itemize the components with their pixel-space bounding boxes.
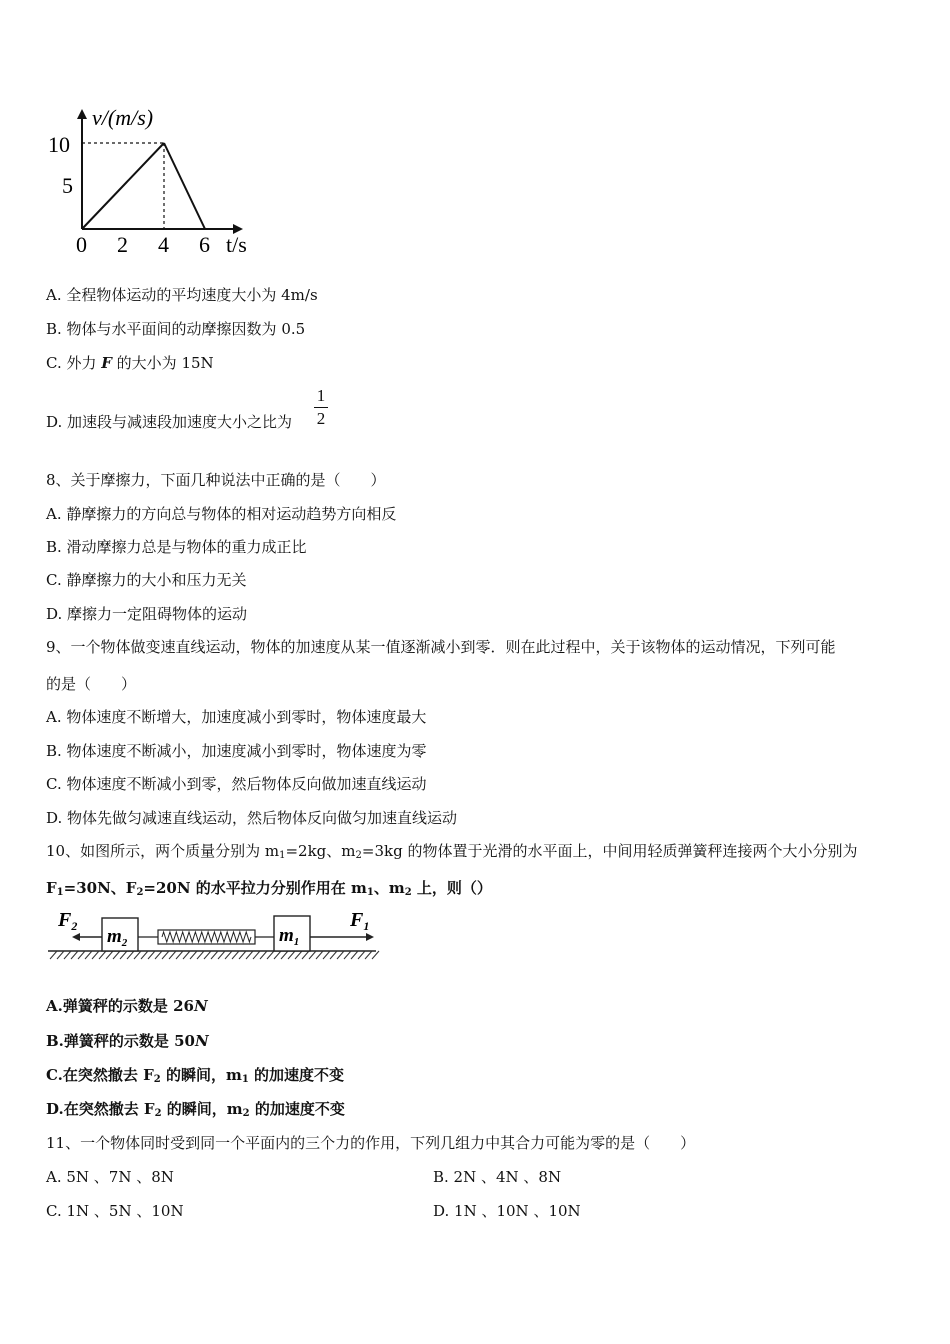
y-tick-5: 5 bbox=[62, 173, 73, 198]
q7-option-d: D. 加速段与减速段加速度大小之比为 bbox=[46, 413, 293, 431]
ground-hatch-line bbox=[365, 951, 372, 959]
q10-c-c: 的加速度不变 bbox=[248, 1066, 345, 1084]
ground-hatch-line bbox=[197, 951, 204, 959]
ground-hatch-line bbox=[225, 951, 232, 959]
q8-stem: 8、关于摩擦力，下面几种说法中正确的是（ ） bbox=[46, 471, 386, 489]
q10-d-c: 的加速度不变 bbox=[249, 1100, 345, 1118]
q9-option-b: B. 物体速度不断减小，加速度减小到零时，物体速度为零 bbox=[46, 742, 427, 760]
x-tick-2: 2 bbox=[117, 232, 128, 257]
q10-a-pre: A.弹簧秤的示数是 26 bbox=[46, 997, 194, 1015]
q10-l1-c: =3kg 的物体置于光滑的水平面上，中间用轻质弹簧秤连接两个大小分别为 bbox=[361, 842, 858, 860]
q8-option-b: B. 滑动摩擦力总是与物体的重力成正比 bbox=[46, 538, 307, 556]
fraction-one-half bbox=[314, 386, 328, 429]
q11-option-b: B. 2N 、4N 、8N bbox=[433, 1168, 562, 1186]
velocity-segment bbox=[164, 143, 205, 229]
q7-option-c-var: F bbox=[101, 354, 112, 372]
q9-stem-line1: 9、一个物体做变速直线运动，物体的加速度从某一值逐渐减小到零．则在此过程中，关于该物体的运动情况，下列可能 bbox=[46, 638, 836, 656]
ground-hatch-line bbox=[330, 951, 337, 959]
q10-d-a: D.在突然撤去 F bbox=[46, 1100, 155, 1118]
ground-hatch-line bbox=[239, 951, 246, 959]
x-axis-label: t/s bbox=[226, 232, 247, 257]
ground-hatch-line bbox=[323, 951, 330, 959]
ground-hatch-line bbox=[64, 951, 71, 959]
ground-hatch-line bbox=[281, 951, 288, 959]
q9-stem-line2: 的是（ ） bbox=[46, 675, 137, 693]
q10-b-unit: N bbox=[195, 1032, 209, 1050]
q9-option-a: A. 物体速度不断增大，加速度减小到零时，物体速度最大 bbox=[46, 708, 427, 726]
q11-stem: 11、一个物体同时受到同一个平面内的三个力的作用，下列几组力中其合力可能为零的是（ ） bbox=[46, 1134, 696, 1152]
ground-hatch-line bbox=[358, 951, 365, 959]
label-f2: $F_2$ bbox=[58, 909, 78, 933]
y-axis-label: v/(m/s) bbox=[92, 105, 154, 130]
q10-c-s2: 1 bbox=[241, 1074, 249, 1085]
q8-option-c: C. 静摩擦力的大小和压力无关 bbox=[46, 571, 247, 589]
ground-hatch-line bbox=[162, 951, 169, 959]
label-f1: $F_1$ bbox=[350, 909, 370, 933]
velocity-segment bbox=[82, 143, 164, 229]
ground-hatch-line bbox=[309, 951, 316, 959]
ground-hatch-line bbox=[176, 951, 183, 959]
ground-hatch-line bbox=[99, 951, 106, 959]
ground-hatch-line bbox=[246, 951, 253, 959]
ground-hatch-line bbox=[85, 951, 92, 959]
q11-option-a: A. 5N 、7N 、8N bbox=[46, 1168, 174, 1186]
velocity-time-graph bbox=[44, 100, 264, 260]
label-m1: $m_1$ bbox=[279, 925, 300, 948]
q10-option-a bbox=[46, 996, 208, 1016]
q10-d-b: 的瞬间，m bbox=[161, 1100, 243, 1118]
ground-hatch-line bbox=[113, 951, 120, 959]
ground-hatch-line bbox=[106, 951, 113, 959]
ground-hatch-line bbox=[372, 951, 379, 959]
x-tick-4: 4 bbox=[158, 232, 169, 257]
q7-option-a: A. 全程物体运动的平均速度大小为 4m/s bbox=[46, 286, 318, 304]
ground-hatch-line bbox=[127, 951, 134, 959]
ground-hatch-line bbox=[169, 951, 176, 959]
ground-hatch-line bbox=[218, 951, 225, 959]
ground-hatch-line bbox=[288, 951, 295, 959]
q10-l2-s2: 2 bbox=[136, 887, 144, 898]
q10-c-s1: 2 bbox=[153, 1074, 161, 1085]
ground-hatch-line bbox=[344, 951, 351, 959]
q10-l1-b: =2kg、m bbox=[285, 842, 356, 860]
q10-l2-e: 上，则（） bbox=[411, 879, 492, 897]
x-tick-0: 0 bbox=[76, 232, 87, 257]
ground-hatch-line bbox=[155, 951, 162, 959]
ground-hatch-line bbox=[141, 951, 148, 959]
ground-hatch-line bbox=[337, 951, 344, 959]
q10-a-unit: N bbox=[193, 997, 208, 1015]
ground-hatch-line bbox=[57, 951, 64, 959]
ground-hatch-line bbox=[183, 951, 190, 959]
spring-scale-figure bbox=[44, 906, 380, 966]
fraction-bar bbox=[314, 407, 328, 408]
q11-option-d: D. 1N 、10N 、10N bbox=[433, 1202, 581, 1220]
ground-hatch-line bbox=[274, 951, 281, 959]
q10-c-a: C.在突然撤去 F bbox=[46, 1066, 154, 1084]
q7-option-c bbox=[46, 353, 214, 373]
q10-b-pre: B.弹簧秤的示数是 50 bbox=[46, 1032, 195, 1050]
fraction-numerator: 1 bbox=[316, 386, 326, 405]
ground-hatch-line bbox=[211, 951, 218, 959]
q11-option-c: C. 1N 、5N 、10N bbox=[46, 1202, 184, 1220]
ground-hatch-line bbox=[295, 951, 302, 959]
y-tick-10: 10 bbox=[48, 132, 70, 157]
q7-option-c-prefix: C. 外力 bbox=[46, 354, 102, 372]
q10-l2-c: =20N 的水平拉力分别作用在 m bbox=[143, 879, 367, 897]
y-axis-arrow-icon bbox=[77, 109, 87, 119]
ground-hatch-line bbox=[78, 951, 85, 959]
x-tick-6: 6 bbox=[199, 232, 210, 257]
q10-l2-a: F bbox=[46, 879, 57, 897]
ground-hatch-line bbox=[50, 951, 57, 959]
ground-hatch-line bbox=[267, 951, 274, 959]
arrow-f2-head-icon bbox=[72, 933, 80, 941]
q10-option-b bbox=[46, 1031, 209, 1051]
q10-stem-line2 bbox=[46, 878, 492, 898]
q9-option-d: D. 物体先做匀减速直线运动，然后物体反向做匀加速直线运动 bbox=[46, 809, 458, 827]
q10-option-c bbox=[46, 1065, 344, 1085]
q7-option-c-suffix: 的大小为 15N bbox=[111, 354, 214, 372]
ground-hatch-line bbox=[302, 951, 309, 959]
ground-hatch-line bbox=[92, 951, 99, 959]
label-m2: $m_2$ bbox=[107, 926, 128, 949]
q10-l1-a: 10、如图所示，两个质量分别为 m bbox=[46, 842, 280, 860]
q10-d-s1: 2 bbox=[154, 1108, 162, 1119]
q10-l2-d: 、m bbox=[373, 879, 405, 897]
q10-option-d bbox=[46, 1099, 345, 1119]
q10-l2-b: =30N、F bbox=[63, 879, 137, 897]
q10-l2-s1: 1 bbox=[56, 887, 64, 898]
ground-hatch-line bbox=[260, 951, 267, 959]
q10-l2-s4: 2 bbox=[404, 887, 412, 898]
q8-option-d: D. 摩擦力一定阻碍物体的运动 bbox=[46, 605, 248, 623]
q10-l1-s2: 2 bbox=[355, 850, 362, 861]
q10-c-b: 的瞬间，m bbox=[160, 1066, 242, 1084]
q9-option-c: C. 物体速度不断减小到零，然后物体反向做加速直线运动 bbox=[46, 775, 427, 793]
arrow-f1-head-icon bbox=[366, 933, 374, 941]
q10-stem-line1 bbox=[46, 841, 857, 861]
ground-hatch bbox=[50, 951, 379, 959]
q7-option-b: B. 物体与水平面间的动摩擦因数为 0.5 bbox=[46, 320, 306, 338]
ground-hatch-line bbox=[351, 951, 358, 959]
ground-hatch-line bbox=[204, 951, 211, 959]
q10-l2-s3: 1 bbox=[366, 887, 374, 898]
ground-hatch-line bbox=[253, 951, 260, 959]
ground-hatch-line bbox=[190, 951, 197, 959]
ground-hatch-line bbox=[71, 951, 78, 959]
fraction-denominator: 2 bbox=[316, 409, 326, 428]
q10-d-s2: 2 bbox=[242, 1108, 250, 1119]
ground-hatch-line bbox=[232, 951, 239, 959]
ground-hatch-line bbox=[120, 951, 127, 959]
q8-option-a: A. 静摩擦力的方向总与物体的相对运动趋势方向相反 bbox=[46, 505, 397, 523]
ground-hatch-line bbox=[316, 951, 323, 959]
q10-l1-s1: 1 bbox=[279, 850, 286, 861]
ground-hatch-line bbox=[148, 951, 155, 959]
ground-hatch-line bbox=[134, 951, 141, 959]
